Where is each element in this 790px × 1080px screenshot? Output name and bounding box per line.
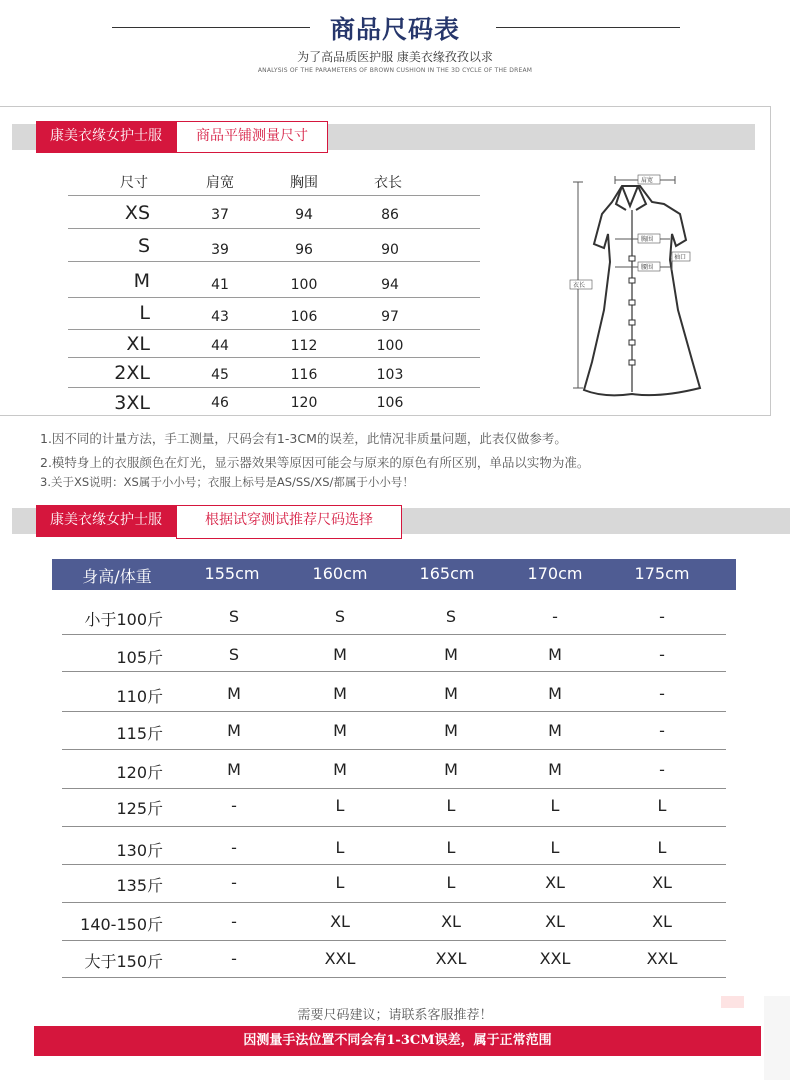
weight-label: 大于150斤 (84, 952, 163, 971)
header-175cm: 175cm (634, 564, 690, 583)
diagram-waist-label: 腰围 (641, 264, 654, 271)
weight-label: 115斤 (116, 724, 163, 743)
recommended-size-cell: S (334, 607, 346, 626)
size-label: L (139, 302, 150, 324)
weight-label: 130斤 (116, 841, 163, 860)
recommended-size-cell: - (552, 607, 558, 626)
col-length-header: 衣长 (374, 175, 402, 191)
recommended-size-cell: - (231, 838, 237, 857)
length-value: 103 (376, 367, 404, 383)
recommended-size-cell: L (550, 838, 560, 857)
advice-text: 需要尺码建议；请联系客服推荐！ (297, 1008, 493, 1023)
size-label: XS (124, 202, 150, 224)
recommended-size-cell: L (446, 838, 456, 857)
weight-label: 140-150斤 (80, 915, 163, 934)
recommended-size-cell: XXL (539, 949, 571, 968)
chest-value: 116 (290, 367, 318, 383)
header-155cm: 155cm (204, 564, 260, 583)
recommended-size-cell: - (231, 912, 237, 931)
col-shoulder-header: 肩宽 (206, 175, 234, 191)
recommend-table-header (52, 559, 736, 590)
chest-value: 100 (290, 277, 318, 293)
diagram-cuff-label: 袖口 (674, 254, 687, 261)
recommended-size-cell: M (333, 760, 347, 779)
recommended-size-cell: - (231, 796, 237, 815)
shoulder-value: 41 (211, 277, 229, 293)
row-divider (68, 357, 480, 358)
weight-label: 105斤 (116, 648, 163, 667)
length-value: 86 (381, 207, 399, 223)
section2-title-tab: 根据试穿测试推荐尺码选择 (176, 505, 402, 539)
col-chest-header: 胸围 (290, 175, 318, 191)
row-divider (62, 902, 726, 903)
recommended-size-cell: XL (441, 912, 461, 931)
row-divider (68, 261, 480, 262)
row-divider (62, 671, 726, 672)
recommended-size-cell: XL (652, 873, 672, 892)
length-value: 100 (376, 338, 404, 354)
recommended-size-cell: M (333, 645, 347, 664)
row-divider (62, 711, 726, 712)
chest-value: 120 (290, 395, 318, 411)
recommended-size-cell: M (548, 721, 562, 740)
diagram-length-label: 衣长 (573, 282, 586, 289)
decorative-grey-block (764, 996, 790, 1080)
recommended-size-cell: L (550, 796, 560, 815)
size-label: XL (126, 333, 150, 355)
header-170cm: 170cm (527, 564, 583, 583)
recommended-size-cell: M (333, 684, 347, 703)
length-value: 106 (376, 395, 404, 411)
note-3: 3.关于XS说明：XS属于小小号；衣服上标号是AS/SS/XS/都属于小小号！ (40, 475, 414, 489)
recommended-size-cell: L (446, 873, 456, 892)
shoulder-value: 39 (211, 242, 229, 258)
size-label: M (133, 270, 150, 292)
recommended-size-cell: M (227, 760, 241, 779)
recommended-size-cell: - (659, 607, 665, 626)
recommended-size-cell: XL (652, 912, 672, 931)
shoulder-value: 37 (211, 207, 229, 223)
error-banner: 因测量手法位置不同会有1-3CM误差，属于正常范围 (34, 1026, 761, 1056)
recommended-size-cell: M (227, 684, 241, 703)
recommended-size-cell: S (228, 645, 240, 664)
page-subtitle: 为了高品质医护服 康美衣缘孜孜以求 (297, 50, 493, 64)
recommended-size-cell: L (446, 796, 456, 815)
row-divider (68, 329, 480, 330)
row-divider (62, 634, 726, 635)
recommended-size-cell: M (444, 721, 458, 740)
row-divider (68, 297, 480, 298)
diagram-shoulder-label: 肩宽 (641, 177, 654, 184)
row-divider (62, 826, 726, 827)
row-divider (68, 195, 480, 196)
header-160cm: 160cm (312, 564, 368, 583)
recommended-size-cell: M (444, 684, 458, 703)
row-divider (62, 940, 726, 941)
recommended-size-cell: M (548, 645, 562, 664)
recommended-size-cell: - (659, 721, 665, 740)
recommended-size-cell: M (548, 684, 562, 703)
note-1: 1.因不同的计量方法，手工测量，尺码会有1-3CM的误差，此情况非质量问题，此表仅做参考。 (40, 431, 567, 446)
row-divider (62, 749, 726, 750)
weight-label: 125斤 (116, 799, 163, 818)
recommended-size-cell: L (335, 838, 345, 857)
chest-value: 112 (290, 338, 318, 354)
shoulder-value: 45 (211, 367, 229, 383)
section2-brand-tab: 康美衣缘女护士服 (36, 505, 176, 537)
recommended-size-cell: XL (330, 912, 350, 931)
recommended-size-cell: S (228, 607, 240, 626)
recommended-size-cell: XXL (324, 949, 356, 968)
recommended-size-cell: XL (545, 873, 565, 892)
shoulder-value: 44 (211, 338, 229, 354)
size-label: 3XL (114, 392, 150, 414)
recommended-size-cell: XL (545, 912, 565, 931)
row-divider (68, 387, 480, 388)
recommended-size-cell: L (335, 796, 345, 815)
shoulder-value: 43 (211, 309, 229, 325)
weight-label: 120斤 (116, 763, 163, 782)
chest-value: 96 (295, 242, 313, 258)
dress-measurement-diagram (560, 170, 710, 402)
recommended-size-cell: - (659, 684, 665, 703)
page-english-subtitle: ANALYSIS OF THE PARAMETERS OF BROWN CUSHION IN THE 3D CYCLE OF THE DREAM (257, 67, 533, 74)
length-value: 97 (381, 309, 399, 325)
header-height-weight: 身高/体重 (82, 567, 152, 586)
recommended-size-cell: M (444, 645, 458, 664)
recommended-size-cell: - (659, 645, 665, 664)
page-title: 商品尺码表 (329, 15, 460, 44)
recommended-size-cell: M (333, 721, 347, 740)
header-165cm: 165cm (419, 564, 475, 583)
section1-title-tab: 商品平铺测量尺寸 (176, 121, 328, 153)
shoulder-value: 46 (211, 395, 229, 411)
row-divider (62, 788, 726, 789)
weight-label: 135斤 (116, 876, 163, 895)
length-value: 94 (381, 277, 399, 293)
diagram-chest-label: 胸围 (641, 236, 654, 243)
chest-value: 94 (295, 207, 313, 223)
note-2: 2.模特身上的衣服颜色在灯光，显示器效果等原因可能会与原来的原色有所区别，单品以实物为准。 (40, 455, 590, 470)
row-divider (62, 977, 726, 978)
recommended-size-cell: M (227, 721, 241, 740)
recommended-size-cell: XXL (435, 949, 467, 968)
size-label: S (137, 235, 150, 257)
recommended-size-cell: M (548, 760, 562, 779)
chest-value: 106 (290, 309, 318, 325)
recommended-size-cell: L (335, 873, 345, 892)
recommended-size-cell: L (657, 838, 667, 857)
recommended-size-cell: - (231, 949, 237, 968)
recommended-size-cell: L (657, 796, 667, 815)
section1-brand-tab: 康美衣缘女护士服 (36, 121, 176, 153)
recommended-size-cell: S (445, 607, 457, 626)
weight-label: 110斤 (116, 687, 163, 706)
size-label: 2XL (114, 362, 150, 384)
row-divider (68, 228, 480, 229)
weight-label: 小于100斤 (84, 610, 163, 629)
recommended-size-cell: XXL (646, 949, 678, 968)
recommended-size-cell: - (659, 760, 665, 779)
recommended-size-cell: - (231, 873, 237, 892)
col-size-header: 尺寸 (120, 175, 148, 191)
length-value: 90 (381, 242, 399, 258)
decorative-pink-block (721, 996, 744, 1008)
recommended-size-cell: M (444, 760, 458, 779)
row-divider (62, 864, 726, 865)
